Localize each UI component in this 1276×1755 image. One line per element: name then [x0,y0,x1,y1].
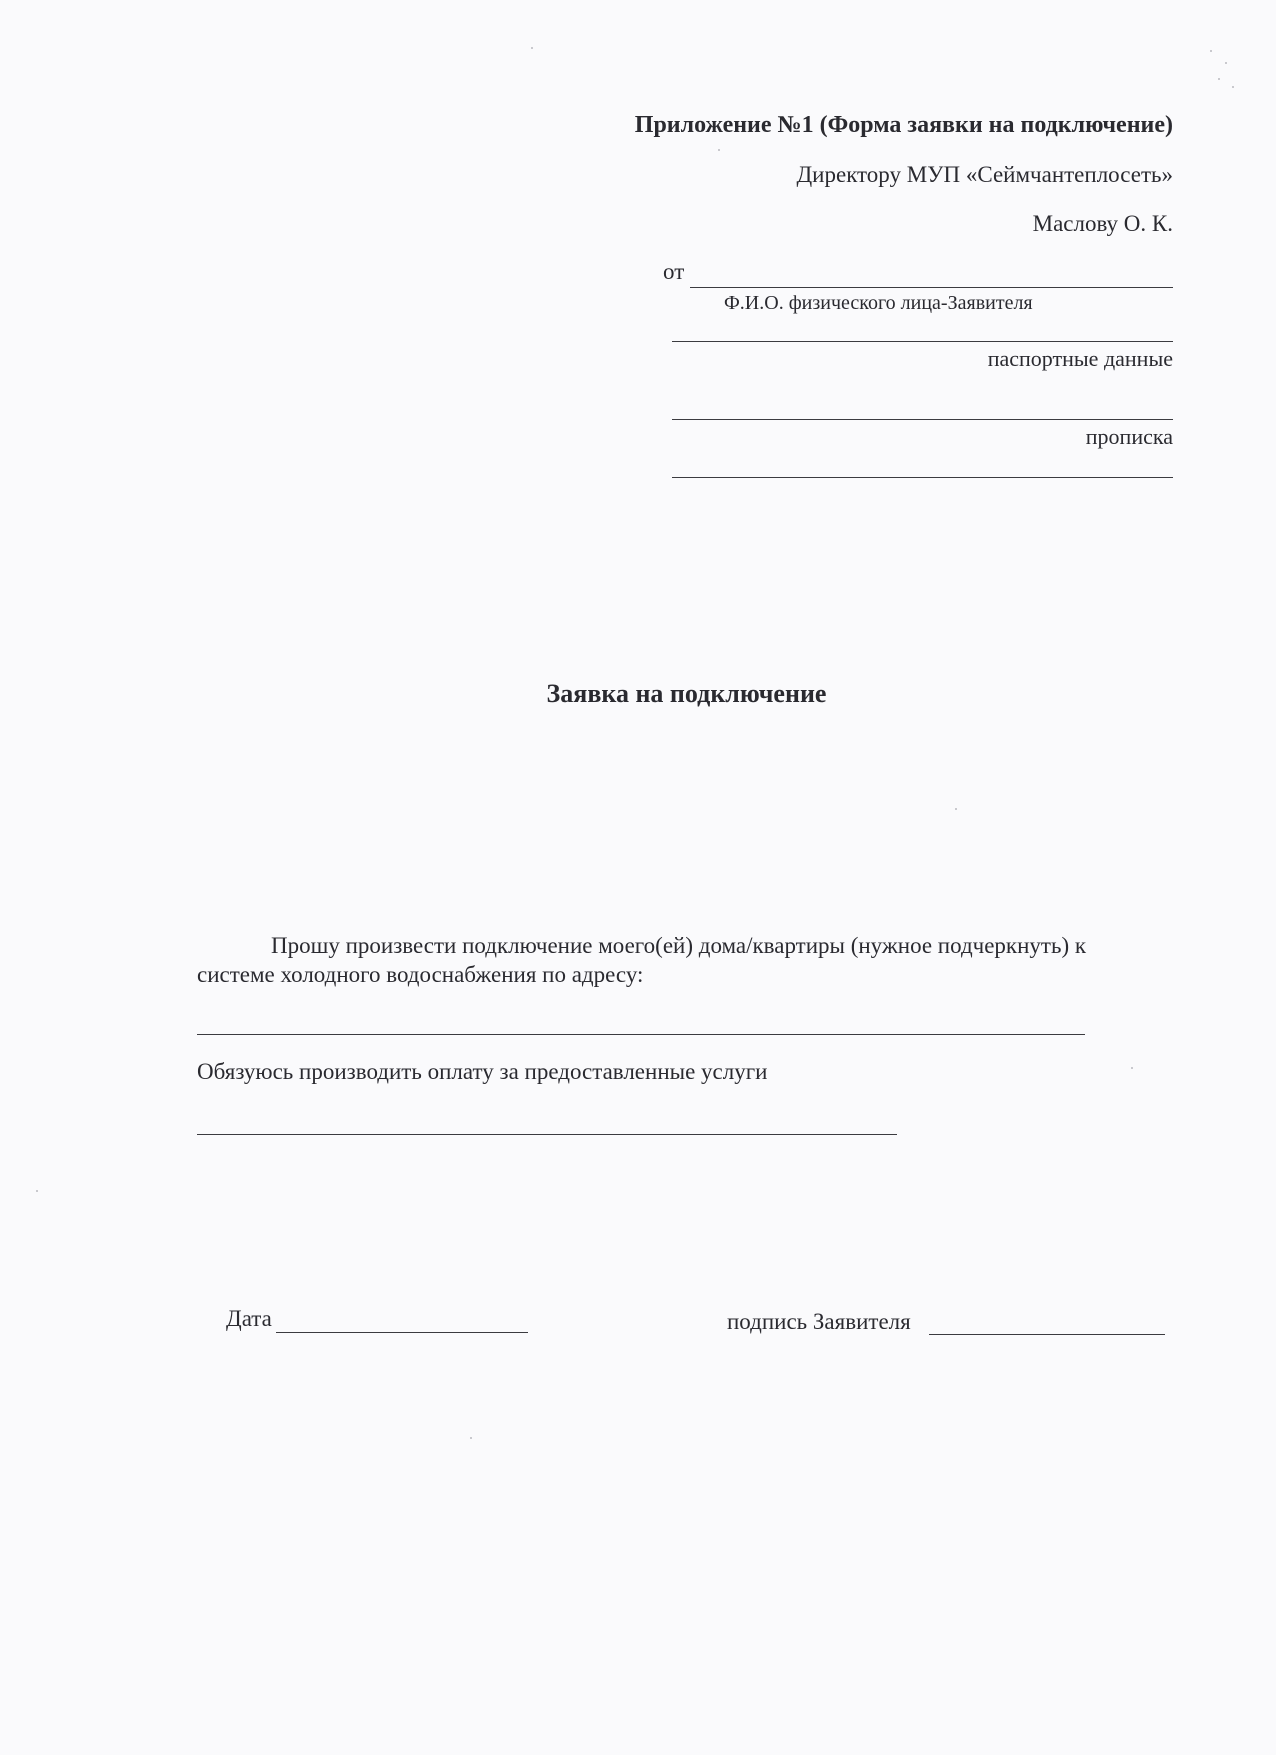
document-title: Заявка на подключение [546,679,827,708]
appendix-heading: Приложение №1 (Форма заявки на подключение) [634,112,1173,138]
director-name: Маслову О. К. [1032,211,1173,236]
registration-extra-line[interactable] [672,477,1173,478]
scan-speck [1210,50,1212,52]
scan-speck [1218,78,1220,80]
scan-speck [1131,1067,1133,1069]
registration-field-line[interactable] [672,419,1173,420]
scan-speck [718,149,720,151]
passport-field-line[interactable] [672,341,1173,342]
scan-speck [470,1437,472,1439]
from-prefix: от [663,259,685,284]
scan-speck [1225,62,1227,64]
request-line-2: системе холодного водоснабжения по адресу: [197,962,644,987]
scan-speck [36,1190,38,1192]
date-label: Дата [226,1306,272,1331]
registration-caption: прописка [1085,424,1173,449]
passport-caption: паспортные данные [987,346,1173,371]
scan-speck [955,808,957,810]
fio-caption: Ф.И.О. физического лица-Заявителя [724,292,1033,314]
addressee-line: Директору МУП «Сеймчантеплосеть» [796,162,1173,187]
request-line-1: Прошу произвести подключение моего(ей) дома/квартиры (нужное подчеркнуть) к [271,933,1087,958]
date-field-line[interactable] [276,1332,528,1333]
address-field-line[interactable] [197,1034,1085,1035]
signature-field-line[interactable] [929,1334,1165,1335]
obligation-text: Обязуюсь производить оплату за предоставленные услуги [197,1059,768,1084]
scan-speck [531,47,533,49]
scan-speck [1232,86,1234,88]
obligation-signature-line[interactable] [197,1134,897,1135]
fio-field-line[interactable] [690,287,1173,288]
signature-label: подпись Заявителя [727,1309,911,1334]
